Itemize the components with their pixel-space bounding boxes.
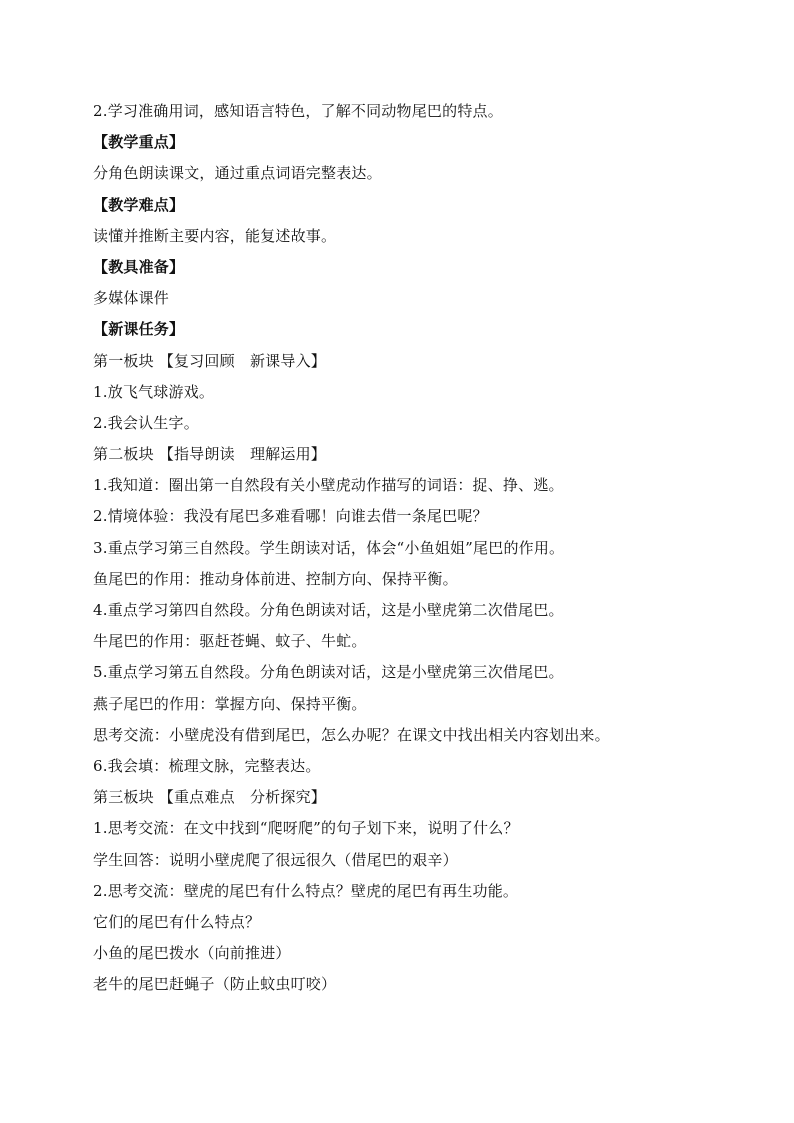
section-heading-difficulties: 【教学难点】 bbox=[93, 195, 185, 214]
paragraph-line: 燕子尾巴的作用：掌握方向、保持平衡。 bbox=[93, 694, 367, 713]
paragraph-line: 多媒体课件 bbox=[93, 289, 170, 308]
block-title-2: 第二板块 【指导朗读 理解运用】 bbox=[93, 445, 326, 464]
list-item: 3.重点学习第三自然段。学生朗读对话，体会“小鱼姐姐”尾巴的作用。 bbox=[93, 538, 565, 557]
list-item: 1.放飞气球游戏。 bbox=[93, 382, 215, 401]
section-heading-materials: 【教具准备】 bbox=[93, 257, 185, 276]
paragraph-line: 牛尾巴的作用：驱赶苍蝇、蚊子、牛虻。 bbox=[93, 632, 367, 651]
list-item: 1.我知道：圈出第一自然段有关小壁虎动作描写的词语：捉、挣、逃。 bbox=[93, 476, 564, 495]
paragraph-line: 读懂并推断主要内容，能复述故事。 bbox=[93, 226, 337, 245]
block-title-1: 第一板块 【复习回顾 新课导入】 bbox=[93, 351, 326, 370]
paragraph-line: 学生回答：说明小壁虎爬了很远很久（借尾巴的艰辛） bbox=[93, 850, 458, 869]
list-item: 2.我会认生字。 bbox=[93, 413, 199, 432]
list-item: 4.重点学习第四自然段。分角色朗读对话，这是小壁虎第二次借尾巴。 bbox=[93, 601, 564, 619]
list-item: 5.重点学习第五自然段。分角色朗读对话，这是小壁虎第三次借尾巴。 bbox=[93, 663, 564, 682]
section-heading-key-points: 【教学重点】 bbox=[93, 133, 185, 152]
paragraph-line: 小鱼的尾巴拨水（向前推进） bbox=[93, 944, 291, 963]
paragraph-line: 分角色朗读课文，通过重点词语完整表达。 bbox=[93, 164, 382, 183]
paragraph-line: 鱼尾巴的作用：推动身体前进、控制方向、保持平衡。 bbox=[93, 569, 458, 588]
paragraph-line: 思考交流：小壁虎没有借到尾巴，怎么办呢？在课文中找出相关内容划出来。 bbox=[93, 725, 610, 744]
objective-line: 2.学习准确用词，感知语言特色，了解不同动物尾巴的特点。 bbox=[93, 102, 503, 120]
document-page bbox=[93, 96, 733, 1000]
section-heading-new-tasks: 【新课任务】 bbox=[93, 320, 185, 339]
list-item: 2.情境体验：我没有尾巴多难看哪！向谁去借一条尾巴呢？ bbox=[93, 507, 488, 526]
list-item: 6.我会填：梳理文脉，完整表达。 bbox=[93, 756, 321, 775]
paragraph-line: 它们的尾巴有什么特点？ bbox=[93, 912, 261, 931]
block-title-3: 第三板块 【重点难点 分析探究】 bbox=[93, 788, 326, 807]
list-item: 1.思考交流：在文中找到“爬呀爬”的句子划下来，说明了什么？ bbox=[93, 819, 519, 838]
paragraph-line: 老牛的尾巴赶蝇子（防止蚊虫叮咬） bbox=[93, 975, 337, 994]
list-item: 2.思考交流：壁虎的尾巴有什么特点？壁虎的尾巴有再生功能。 bbox=[93, 881, 519, 900]
